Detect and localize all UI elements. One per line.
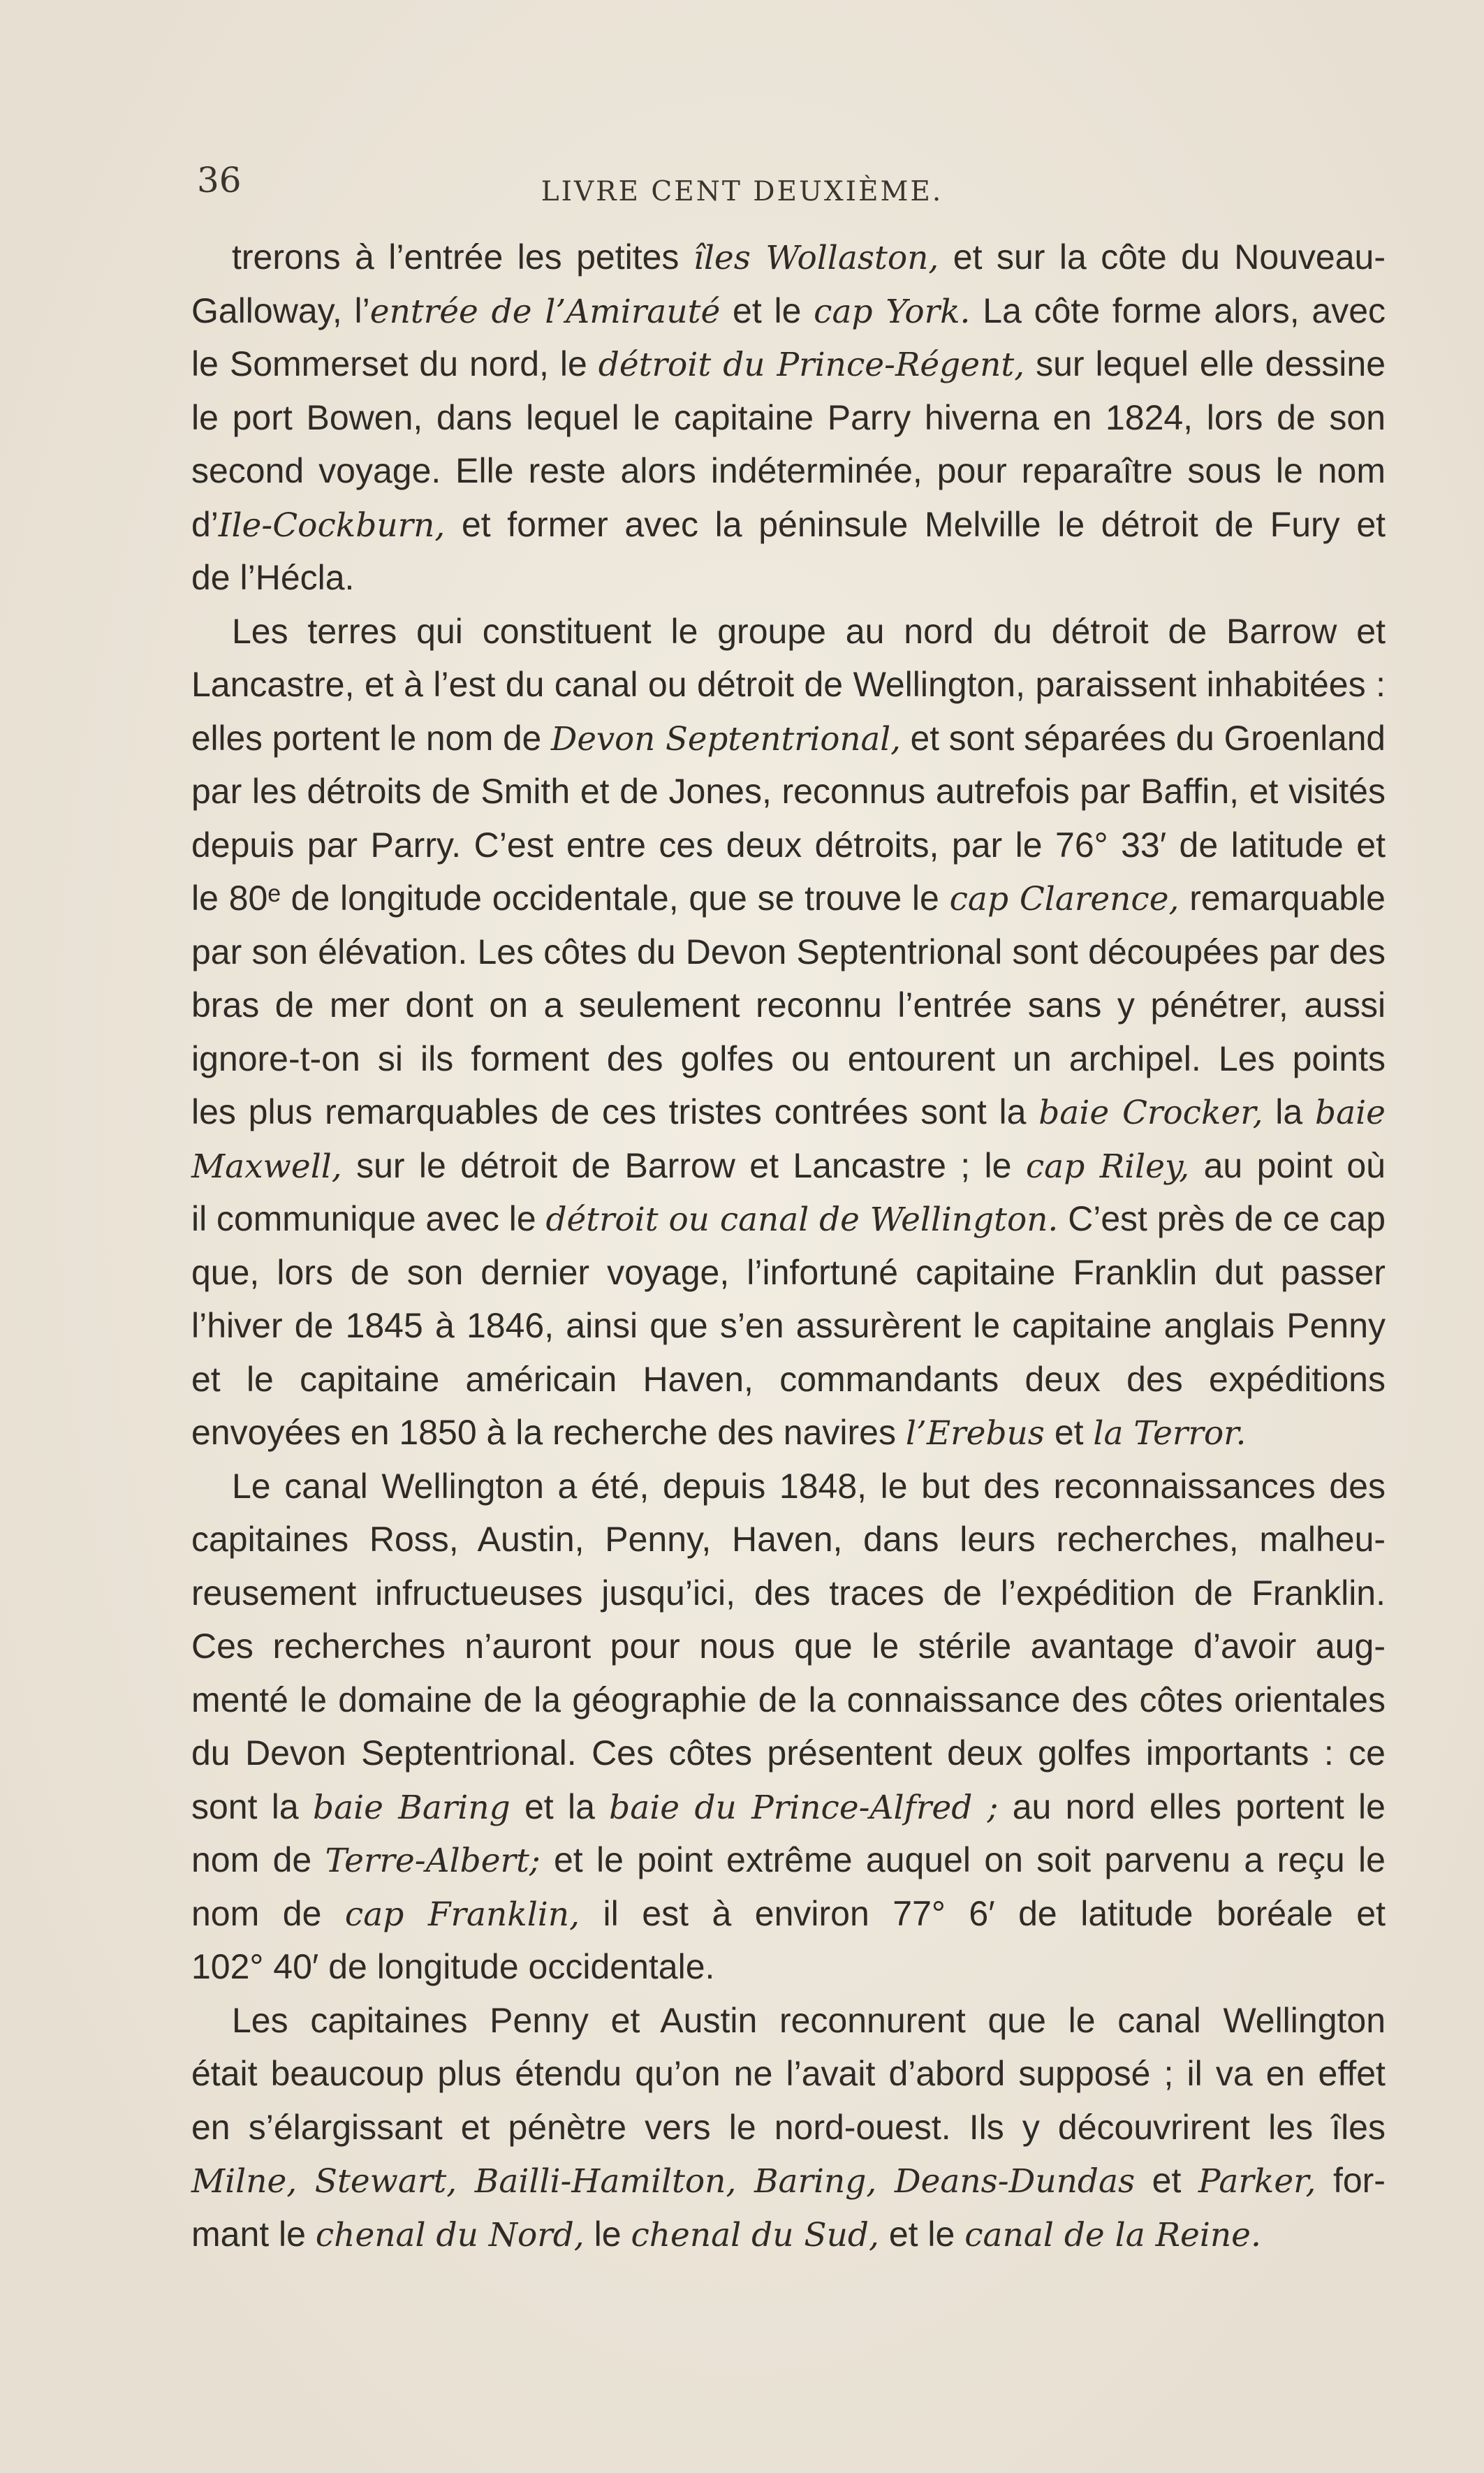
italic-run: Parker, [1198,2162,1316,2201]
text-run: le Sommerset du nord, le [191,344,598,383]
italic-run: baie du Prince-Alfred ; [609,1788,999,1827]
text-line-content [232,1460,1386,1513]
text-line-content [191,1353,1386,1407]
text-line-content [232,230,1386,286]
text-run: et [1135,2161,1198,2200]
text-line [191,1620,1386,1673]
text-line [191,819,1386,872]
text-run: et sont séparées du Groenland [900,718,1386,758]
text-line [191,765,1386,819]
text-line-content [191,1620,1386,1673]
text-run: et former avec la péninsule Melville le détroit de Fury et [445,504,1386,544]
text-line-content [191,978,1386,1032]
text-run: nom de [191,1893,345,1933]
text-run: que, lors de son dernier voyage, l’infortuné capitaine Franklin dut passer [191,1252,1386,1292]
text-run: menté le domaine de la géographie de la connaissance des côtes orientales [191,1680,1386,1719]
body-text [191,230,1386,2261]
text-line [191,1246,1386,1300]
text-line [191,1833,1386,1887]
text-run: Lancastre, et à l’est du canal ou détroit de Wellington, paraissent inhabitées : [191,665,1386,704]
text-line-content [191,2154,1386,2209]
text-line [191,1406,1386,1460]
text-run: reusement infructueuses jusqu’ici, des traces de l’expédition de Franklin. [191,1573,1386,1613]
italic-run: canal de la Reine. [964,2215,1261,2254]
text-run: capitaines Ross, Austin, Penny, Haven, dans leurs recherches, malheu- [191,1520,1386,1559]
italic-run: baie Baring [313,1788,510,1827]
text-run: le port Bowen, dans lequel le capitaine Parry hiverna en 1824, lors de son [191,397,1386,437]
italic-run: Ile-Cockburn, [218,506,446,545]
text-line [191,1192,1386,1246]
text-run: remarquable [1179,879,1386,918]
italic-run: cap Riley, [1025,1147,1190,1186]
text-line [191,1994,1386,2048]
text-line [191,1566,1386,1620]
text-run: Le canal Wellington a été, depuis 1848, le but des reconnaissances des [232,1466,1386,1506]
text-run: for- [1316,2161,1386,2200]
text-line-content [191,2208,1261,2263]
text-line-content [191,498,1386,553]
text-line [191,1353,1386,1407]
text-line [191,1887,1386,1941]
text-run: et le [720,291,814,330]
text-line [191,551,1386,605]
text-line [191,925,1386,979]
text-run: la [1263,1092,1315,1131]
text-line-content [191,1032,1386,1086]
text-line [191,605,1386,659]
text-run: sont la [191,1786,313,1826]
text-line-content [191,1887,1386,1942]
text-line [191,658,1386,712]
text-run: depuis par Parry. C’est entre ces deux détroits, par le 76° 33′ de latitude et [191,825,1386,865]
text-run: Les capitaines Penny et Austin reconnurent que le canal Wellington [232,2000,1386,2040]
text-run: le 80ᵉ de longitude occidentale, que se trouve le [191,879,950,918]
text-line-content [191,1085,1386,1140]
italic-run: détroit du Prince-Régent, [598,346,1025,384]
text-run: Galloway, l’ [191,291,370,330]
text-run: 102° 40′ de longitude occidentale. [191,1947,715,1986]
text-run: il communique avec le [191,1199,546,1238]
text-line [191,1139,1386,1193]
text-line [191,498,1386,552]
text-line [191,230,1386,284]
italic-run: îles Wollaston, [693,239,939,277]
paragraph [191,230,1386,605]
italic-run: entrée de l’Amirauté [369,292,721,331]
paragraph [191,1994,1386,2261]
text-line-content [191,1299,1386,1353]
text-run: et sur la côte du Nouveau- [939,237,1386,277]
text-line-content [191,1566,1386,1620]
text-run: les plus remarquables de ces tristes contrées sont la [191,1092,1039,1131]
text-line-content [191,1726,1386,1780]
text-run: l’hiver de 1845 à 1846, ainsi que s’en assurèrent le capitaine anglais Penny [191,1306,1386,1345]
text-run: mant le [191,2214,316,2254]
italic-run: Terre-Albert; [325,1842,541,1880]
text-line-content [191,1513,1386,1566]
text-line-content [191,658,1386,712]
text-line [191,1780,1386,1834]
text-run: en s’élargissant et pénètre vers le nord-ouest. Ils y découvrirent les îles [191,2107,1386,2147]
text-line [191,978,1386,1032]
text-run: sur le détroit de Barrow et Lancastre ; le [341,1145,1026,1185]
italic-run: baie Crocker, [1038,1094,1263,1132]
page-header [0,159,1484,215]
text-line [191,1673,1386,1727]
italic-run: Maxwell, [191,1147,342,1186]
text-line-content [191,2101,1386,2155]
text-line [191,284,1386,338]
italic-run: Milne, Stewart, Bailli-Hamilton, Baring, Deans-Dundas [191,2162,1136,2201]
text-line [191,1085,1386,1139]
text-run: et [1044,1413,1094,1452]
text-line-content [191,872,1386,927]
text-line [191,1513,1386,1566]
text-line [191,2101,1386,2155]
text-line-content [191,1192,1386,1247]
text-run: au nord elles portent le [998,1786,1386,1826]
text-line [191,1460,1386,1513]
text-run: il est à environ 77° 6′ de latitude boréale et [580,1893,1386,1933]
text-line-content [191,2047,1386,2101]
text-run: et la [510,1786,610,1826]
italic-run: l’Erebus [905,1414,1045,1453]
text-line-content [191,819,1386,872]
text-line-content [191,391,1386,445]
text-line-content [232,1994,1386,2048]
italic-run: la Terror. [1093,1414,1247,1453]
text-line-content [191,712,1386,767]
text-line-content [191,337,1386,392]
text-run: et le capitaine américain Haven, commandants deux des expéditions [191,1359,1386,1399]
text-line [191,1726,1386,1780]
text-line [191,712,1386,765]
italic-run: Devon Septentrional, [550,719,901,758]
text-line-content [191,925,1386,979]
text-line [191,1299,1386,1353]
text-run: second voyage. Elle reste alors indéterminée, pour reparaître sous le nom [191,451,1386,490]
text-run: elles portent le nom de [191,718,551,758]
text-line-content [191,1780,1386,1835]
text-run: La côte forme alors, avec [970,291,1386,330]
text-run: de l’Hécla. [191,558,355,597]
text-run: sur lequel elle dessine [1024,344,1386,383]
italic-run: cap Franklin, [344,1895,580,1934]
italic-run: chenal du Nord, [315,2215,585,2254]
text-run: au point où [1189,1145,1386,1185]
italic-run: détroit ou canal de Wellington. [545,1201,1059,1239]
text-run: était beaucoup plus étendu qu’on ne l’avait d’abord supposé ; il va en effet [191,2054,1386,2093]
text-line [191,444,1386,498]
text-line-content [191,284,1386,339]
text-line [191,2154,1386,2208]
text-line-content [191,1673,1386,1727]
paragraph [191,605,1386,1460]
text-run: Ces recherches n’auront pour nous que le stérile avantage d’avoir aug- [191,1627,1386,1666]
text-line-content [191,551,354,605]
italic-run: cap Clarence, [949,880,1180,918]
text-line-content [191,1246,1386,1300]
running-head: LIVRE CENT DEUXIÈME. [541,176,943,207]
page-number: 36 [197,160,242,200]
text-line [191,872,1386,925]
text-run: nom de [191,1840,325,1879]
text-run: bras de mer dont on a seulement reconnu l’entrée sans y pénétrer, aussi [191,985,1386,1025]
text-run: par les détroits de Smith et de Jones, reconnus autrefois par Baffin, et visités [191,772,1386,811]
text-line-content [191,1406,1246,1461]
text-line-content [191,1139,1386,1194]
text-line [191,1032,1386,1086]
italic-run: chenal du Sud, [631,2215,879,2254]
text-run: et le [879,2214,965,2254]
text-run: et le point extrême auquel on soit parvenu a reçu le [540,1840,1386,1879]
text-run: Les terres qui constituent le groupe au nord du détroit de Barrow et [232,611,1386,651]
text-run: le [584,2214,631,2254]
text-line-content [191,444,1386,498]
text-line [191,337,1386,391]
text-line [191,2208,1386,2261]
text-run: ignore-t-on si ils forment des golfes ou entourent un archipel. Les points [191,1039,1386,1078]
italic-run: baie [1315,1094,1386,1132]
paragraph [191,1460,1386,1994]
text-line [191,1940,1386,1994]
italic-run: cap York. [814,292,971,331]
text-line-content [191,1833,1386,1888]
text-run: d’ [191,504,219,544]
text-run: envoyées en 1850 à la recherche des navires [191,1413,906,1452]
text-run: du Devon Septentrional. Ces côtes présentent deux golfes importants : ce [191,1733,1386,1773]
text-line [191,2047,1386,2101]
text-run: trerons à l’entrée les petites [232,237,693,277]
text-run: par son élévation. Les côtes du Devon Septentrional sont découpées par des [191,932,1386,971]
text-line-content [191,765,1386,819]
text-line [191,391,1386,445]
text-line-content [191,1940,714,1994]
text-run: C’est près de ce cap [1058,1199,1386,1238]
text-line-content [232,605,1386,659]
